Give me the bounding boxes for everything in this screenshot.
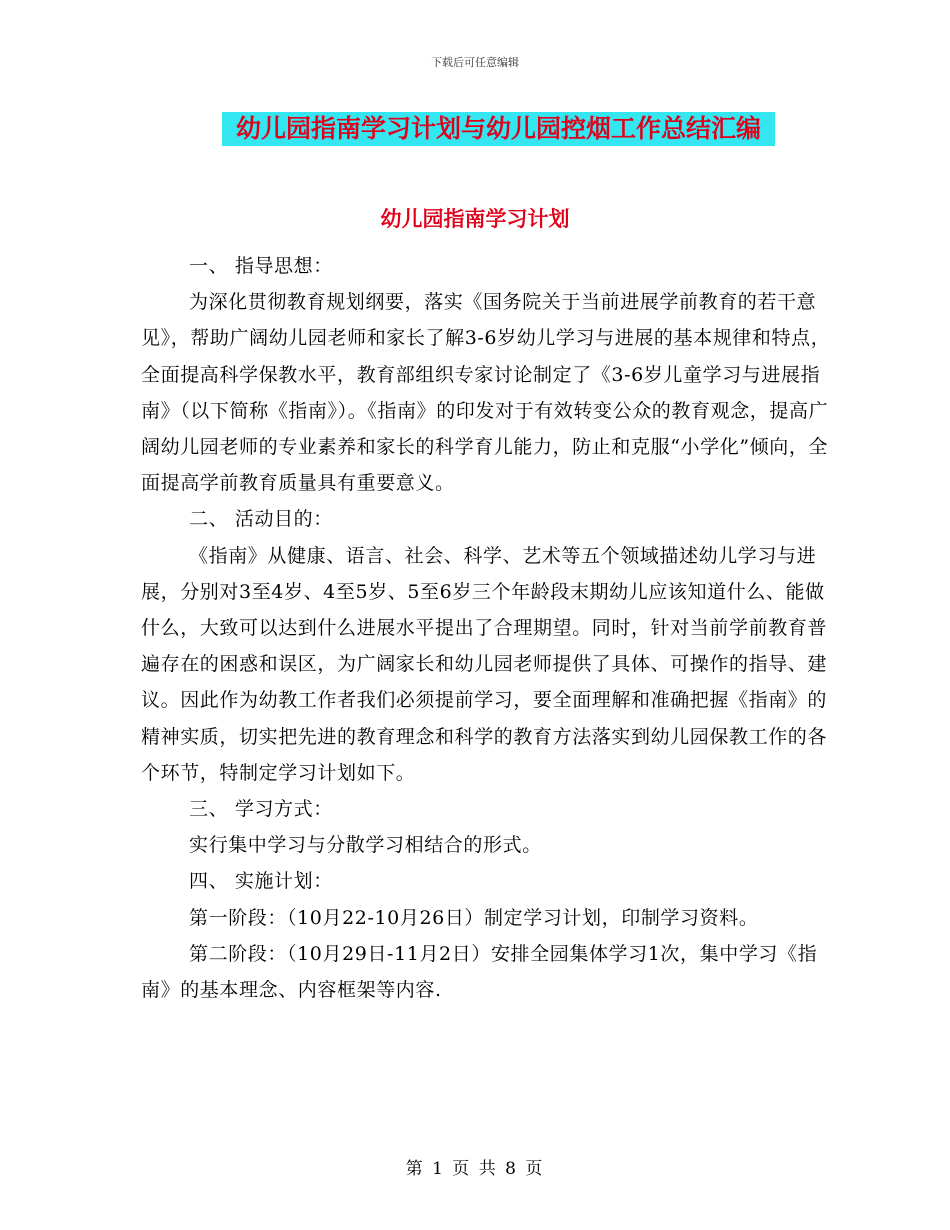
heading-guiding-ideology: 一、 指导思想：	[189, 255, 333, 277]
paragraph-stage-one: 第一阶段：（10月22-10月26日）制定学习计划，印制学习资料。	[189, 906, 759, 929]
heading-activity-purpose: 二、 活动目的：	[189, 508, 333, 531]
heading-implementation-plan: 四、 实施计划：	[189, 870, 333, 893]
page-footer: 第 1 页 共 8 页	[405, 1159, 545, 1179]
heading-learning-method: 三、 学习方式：	[189, 798, 333, 821]
main-title: 幼儿园指南学习计划与幼儿园控烟工作总结汇编	[222, 112, 775, 146]
paragraph-guiding-ideology: 为深化贯彻教育规划纲要，落实《国务院关于当前进展学前教育的若干意见》，帮助广阔幼儿园老师和家长了解3-6岁幼儿学习与进展的基本规律和特点，全面提高科学保教水平，教育部组织专家讨论制定了《3-6岁儿童学习与进展指南》（以下简称《指南》）。《指南》的印发对于有效转变公众的教育观念，提高广阔幼儿园老师的专业素养和家长的科学育儿能力，防止和克服“小学化”倾向，全面提高学前教育质量具有重要意义。	[141, 291, 831, 495]
header-note: 下载后可任意编辑	[431, 56, 519, 69]
paragraph-learning-method: 实行集中学习与分散学习相结合的形式。	[189, 834, 542, 857]
paragraph-activity-purpose: 《指南》从健康、语言、社会、科学、艺术等五个领域描述幼儿学习与进展，分别对3至4岁、4至5岁、5至6岁三个年龄段末期幼儿应该知道什么、能做什么，大致可以达到什么进展水平提出了合理期望。同时，针对当前学前教育普遍存在的困惑和误区，为广阔家长和幼儿园老师提供了具体、可操作的指导、建议。因此作为幼教工作者我们必须提前学习，要全面理解和准确把握《指南》的精神实质，切实把先进的教育理念和科学的教育方法落实到幼儿园保教工作的各个环节，特制定学习计划如下。	[141, 544, 828, 784]
body-text	[141, 248, 831, 1008]
paragraph-stage-two: 第二阶段：（10月29日-11月2日）安排全园集体学习1次，集中学习《指南》的基本理念、内容框架等内容.	[141, 942, 818, 1002]
section-title: 幼儿园指南学习计划	[380, 206, 570, 231]
